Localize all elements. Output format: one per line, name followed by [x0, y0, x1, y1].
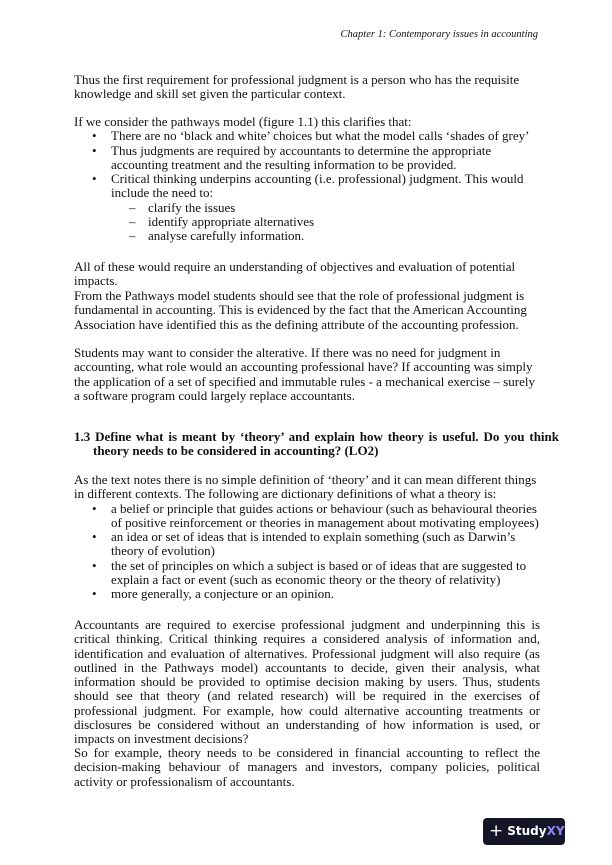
list-item: • Thus judgments are required by accountants to determine the appropriate accounting treatment and the resulting information to be provided. [74, 144, 540, 173]
bullet-list [74, 129, 540, 200]
bullet-list [74, 502, 540, 602]
list-item: • more generally, a conjecture or an opinion. [74, 587, 540, 601]
logo-text-accent: XY [546, 824, 565, 839]
paragraph: Accountants are required to exercise professional judgment and underpinning this is critical thinking. Critical thinking requires a considered analysis of information and, identification and evaluation of alternatives. Professional judgment will also require (as outlined in the Pathways model) accountants to decide, given their analysis, what information should be provided to optimise decision making by users. Thus, students should see that theory (and related research) will be required in the exercises of professional judgment. For example, how could alternative accounting treatments or disclosures be considered without an understanding of how information is used, or impacts on investment decisions? [74, 617, 540, 747]
list-item: – analyse carefully information. [74, 229, 540, 243]
paragraph: So for example, theory needs to be considered in financial accounting to reflect the decision-making behaviour of managers and investors, company policies, political activity or professionalism of accountants. [74, 745, 540, 789]
list-item: • a belief or principle that guides actions or behaviour (such as behavioural theories of positive reinforcement or theories in management about motivating employees) [74, 502, 540, 531]
list-item: – identify appropriate alternatives [74, 215, 540, 229]
paragraph: Students may want to consider the alterative. If there was no need for judgment in accounting, what role would an accounting professional have? If accounting was simply the application of a set of specified and immutable rules - a mechanical exercise – surely a software program could largely replace accountants. [74, 345, 535, 403]
list-item: • Critical thinking underpins accounting (i.e. professional) judgment. This would include the need to: [74, 172, 540, 201]
paragraph: Thus the first requirement for professional judgment is a person who has the requisite knowledge and skill set given the particular context. [74, 72, 520, 102]
pathways-section [74, 115, 540, 244]
paragraph: As the text notes there is no simple definition of ‘theory’ and it can mean different things in different contexts. The following are dictionary definitions of what a theory is: [74, 472, 537, 502]
list-item: • an idea or set of ideas that is intended to explain something (such as Darwin’s theory of evolution) [74, 530, 540, 559]
plus-icon: + [489, 821, 504, 842]
paragraph: From the Pathways model students should see that the role of professional judgment is fundamental in accounting. This is evidenced by the fact that the American Accounting Association have identified this as the defining attribute of the accounting profession. [74, 288, 527, 332]
studyxy-watermark-logo [483, 818, 565, 845]
paragraph: All of these would require an understanding of objectives and evaluation of potential impacts. [74, 259, 516, 289]
dash-list [74, 201, 540, 244]
section-heading: 1.3 Define what is meant by ‘theory’ and explain how theory is useful. Do you think theory needs to be considered in accounting? (LO2) [74, 429, 559, 459]
list-item: • the set of principles on which a subject is based or of ideas that are suggested to explain a fact or event (such as economic theory or the theory of relativity) [74, 559, 540, 588]
list-item: • There are no ‘black and white’ choices but what the model calls ‘shades of grey’ [74, 129, 540, 143]
list-item: – clarify the issues [74, 201, 540, 215]
logo-text: Study [507, 824, 547, 839]
running-header: Chapter 1: Contemporary issues in accounting [340, 29, 538, 40]
paragraph: If we consider the pathways model (figure 1.1) this clarifies that: [74, 114, 412, 129]
theory-definitions [74, 473, 540, 602]
